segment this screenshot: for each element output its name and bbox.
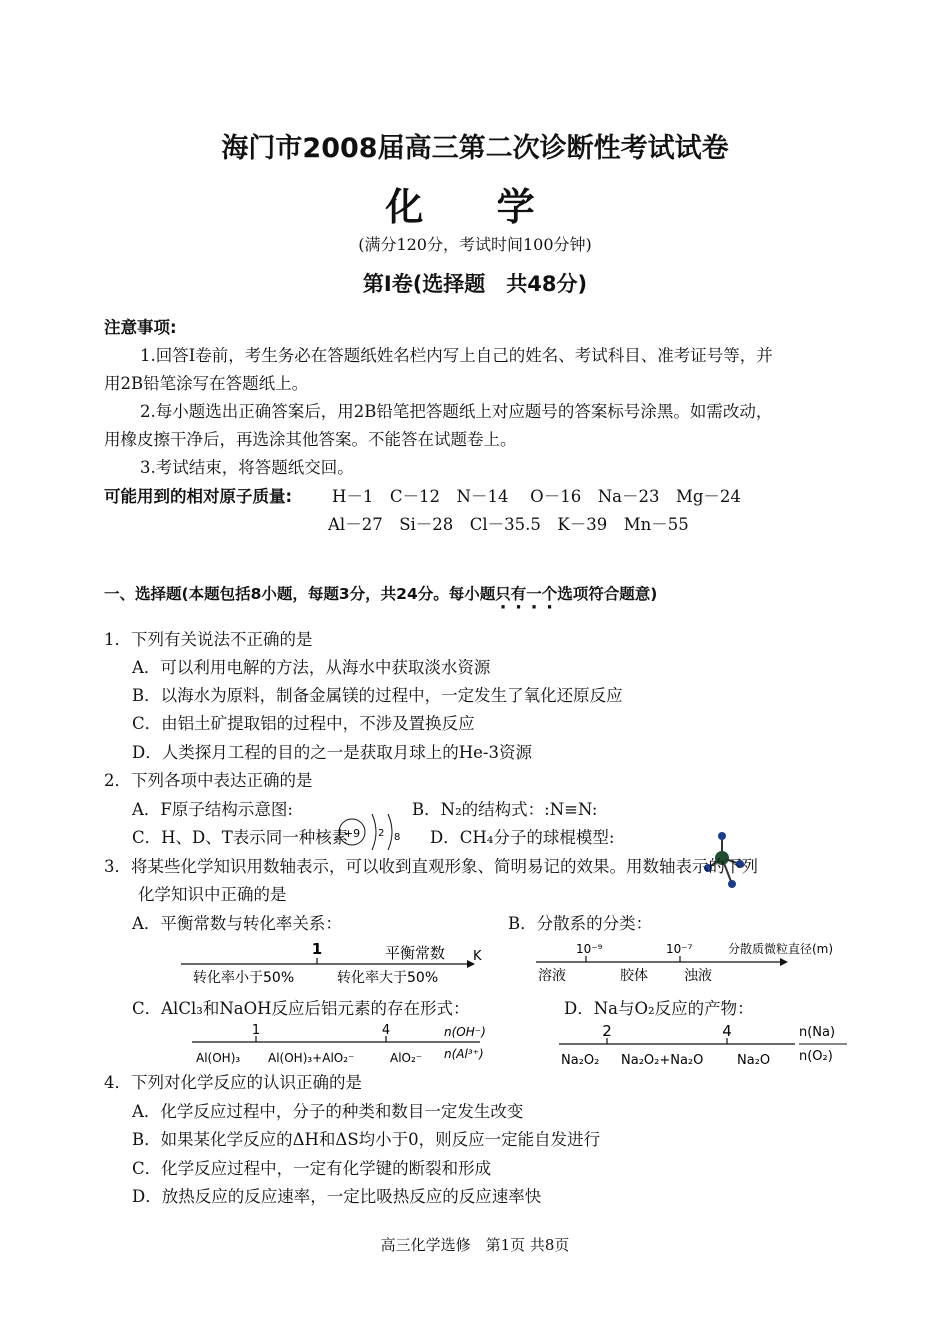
atom-shell-1: 2 bbox=[378, 828, 385, 839]
q4-option-b: B．如果某化学反应的ΔH和ΔS均小于0，则反应一定能自发进行 bbox=[132, 1130, 601, 1149]
notice-heading: 注意事项: bbox=[104, 318, 177, 337]
axis-d-segment-2: Na₂O₂+Na₂O bbox=[621, 1053, 704, 1068]
axis-d-numerator: n(Na) bbox=[799, 1025, 836, 1040]
exam-title: 海门市2008届高三第二次诊断性考试试卷 bbox=[221, 133, 729, 164]
axis-b-tick-1: 10⁻⁹ bbox=[576, 942, 603, 956]
atomic-mass-line-2: Al－27 Si－28 Cl－35.5 K－39 Mn－55 bbox=[328, 515, 689, 534]
q4-stem: 4．下列对化学反应的认识正确的是 bbox=[104, 1073, 362, 1092]
axis-b-tick-2: 10⁻⁷ bbox=[666, 942, 693, 956]
atomic-mass-label: 可能用到的相对原子质量: bbox=[104, 487, 293, 506]
notice-item-2-cont: 用橡皮擦干净后，再选涂其他答案。不能答在试题卷上。 bbox=[104, 430, 517, 449]
axis-b-segment-1: 溶液 bbox=[538, 968, 566, 984]
axis-c-tick-2: 4 bbox=[381, 1023, 391, 1038]
axis-c-segment-3: AlO₂⁻ bbox=[390, 1051, 423, 1065]
emphasis-char: 个 bbox=[541, 585, 558, 603]
q3-stem: 3．将某些化学知识用数轴表示，可以收到直观形象、简明易记的效果。用数轴表示的下列 bbox=[104, 857, 758, 876]
q2-option-c: C．H、D、T表示同一种核素 bbox=[132, 828, 349, 847]
axis-c-tick-1: 1 bbox=[251, 1023, 261, 1038]
axis-c-segment-2: Al(OH)₃+AlO₂⁻ bbox=[268, 1051, 355, 1065]
section1-heading bbox=[104, 580, 657, 608]
q2-option-a: A．F原子结构示意图: bbox=[132, 800, 293, 819]
exam-info: (满分120分，考试时间100分钟) bbox=[358, 235, 592, 254]
emphasis-char: 一 bbox=[526, 585, 542, 603]
axis-d-segment-3: Na₂O bbox=[737, 1053, 771, 1068]
axis-b-diagram bbox=[530, 936, 850, 990]
atomic-mass-line-1: H－1 C－12 N－14 O－16 Na－23 Mg－24 bbox=[332, 487, 741, 506]
axis-b-axis-label: 分散质微粒直径(m) bbox=[728, 942, 834, 956]
q1-option-c: C．由铝土矿提取铝的过程中，不涉及置换反应 bbox=[132, 714, 475, 733]
section-title: 第Ⅰ卷(选择题 共48分) bbox=[362, 272, 588, 296]
section1-heading-emphasis bbox=[495, 585, 557, 603]
axis-d-diagram bbox=[555, 1018, 855, 1074]
atom-nucleus-charge: +9 bbox=[343, 827, 361, 840]
q3-option-a: A．平衡常数与转化率关系： bbox=[132, 914, 342, 933]
q1-option-a: A．可以利用电解的方法，从海水中获取淡水资源 bbox=[132, 658, 491, 677]
fluorine-atom-diagram bbox=[330, 800, 410, 860]
notice-item-3: 3.考试结束，将答题纸交回。 bbox=[140, 458, 354, 477]
section1-heading-part-a: 一、选择题(本题包括8小题，每题3分，共24分。每小题 bbox=[104, 585, 496, 603]
subject-title: 化 学 bbox=[385, 185, 565, 229]
axis-a-end-label: K bbox=[473, 949, 482, 964]
axis-a-diagram bbox=[175, 936, 495, 990]
q2-option-d: D．CH₄分子的球棍模型: bbox=[430, 828, 615, 847]
q3-option-b: B．分散系的分类： bbox=[508, 914, 653, 933]
q2-option-b: B．N₂的结构式：:N≡N: bbox=[412, 800, 598, 819]
q4-option-d: D．放热反应的反应速率，一定比吸热反应的反应速率快 bbox=[132, 1187, 542, 1206]
q4-option-a: A．化学反应过程中，分子的种类和数目一定发生改变 bbox=[132, 1102, 524, 1121]
axis-a-right-label: 转化率大于50% bbox=[337, 970, 439, 986]
atom-shell-2: 8 bbox=[394, 832, 401, 843]
q1-option-d: D．人类探月工程的目的之一是获取月球上的He-3资源 bbox=[132, 743, 532, 762]
notice-item-1: 1.回答Ⅰ卷前，考生务必在答题纸姓名栏内写上自己的姓名、考试科目、准考证号等，并 bbox=[140, 346, 773, 365]
axis-c-numerator: n(OH⁻) bbox=[444, 1025, 486, 1039]
q2-stem: 2．下列各项中表达正确的是 bbox=[104, 771, 313, 790]
emphasis-char: 有 bbox=[510, 585, 527, 603]
page-footer: 高三化学选修 第1页 共8页 bbox=[380, 1236, 570, 1254]
axis-d-tick-2: 4 bbox=[722, 1022, 732, 1040]
axis-b-segment-2: 胶体 bbox=[620, 968, 648, 984]
axis-d-segment-1: Na₂O₂ bbox=[561, 1053, 600, 1068]
notice-item-2: 2.每小题选出正确答案后，用2B铅笔把答题纸上对应题号的答案标号涂黑。如需改动， bbox=[140, 402, 773, 421]
axis-d-denominator: n(O₂) bbox=[799, 1049, 833, 1064]
axis-a-tick: 1 bbox=[311, 940, 323, 958]
q4-option-c: C．化学反应过程中，一定有化学键的断裂和形成 bbox=[132, 1159, 492, 1178]
axis-b-segment-3: 浊液 bbox=[684, 968, 712, 984]
q3-option-d: D．Na与O₂反应的产物： bbox=[564, 999, 754, 1018]
notice-item-1-cont: 用2B铅笔涂写在答题纸上。 bbox=[104, 374, 309, 393]
q3-stem-cont: 化学知识中正确的是 bbox=[138, 885, 287, 904]
section1-heading-part-b: 选项符合题意) bbox=[557, 585, 658, 603]
axis-a-left-label: 转化率小于50% bbox=[193, 970, 295, 986]
q1-stem: 1．下列有关说法不正确的是 bbox=[104, 630, 313, 649]
axis-c-denominator: n(Al³⁺) bbox=[444, 1047, 484, 1061]
axis-a-top-label: 平衡常数 bbox=[385, 944, 446, 962]
axis-c-segment-1: Al(OH)₃ bbox=[196, 1051, 241, 1065]
q3-option-c: C．AlCl₃和NaOH反应后铝元素的存在形式： bbox=[132, 999, 470, 1018]
axis-d-tick-1: 2 bbox=[602, 1022, 612, 1040]
emphasis-char: 只 bbox=[495, 585, 511, 603]
q1-option-b: B．以海水为原料，制备金属镁的过程中，一定发生了氧化还原反应 bbox=[132, 686, 623, 705]
axis-c-diagram bbox=[188, 1020, 508, 1072]
